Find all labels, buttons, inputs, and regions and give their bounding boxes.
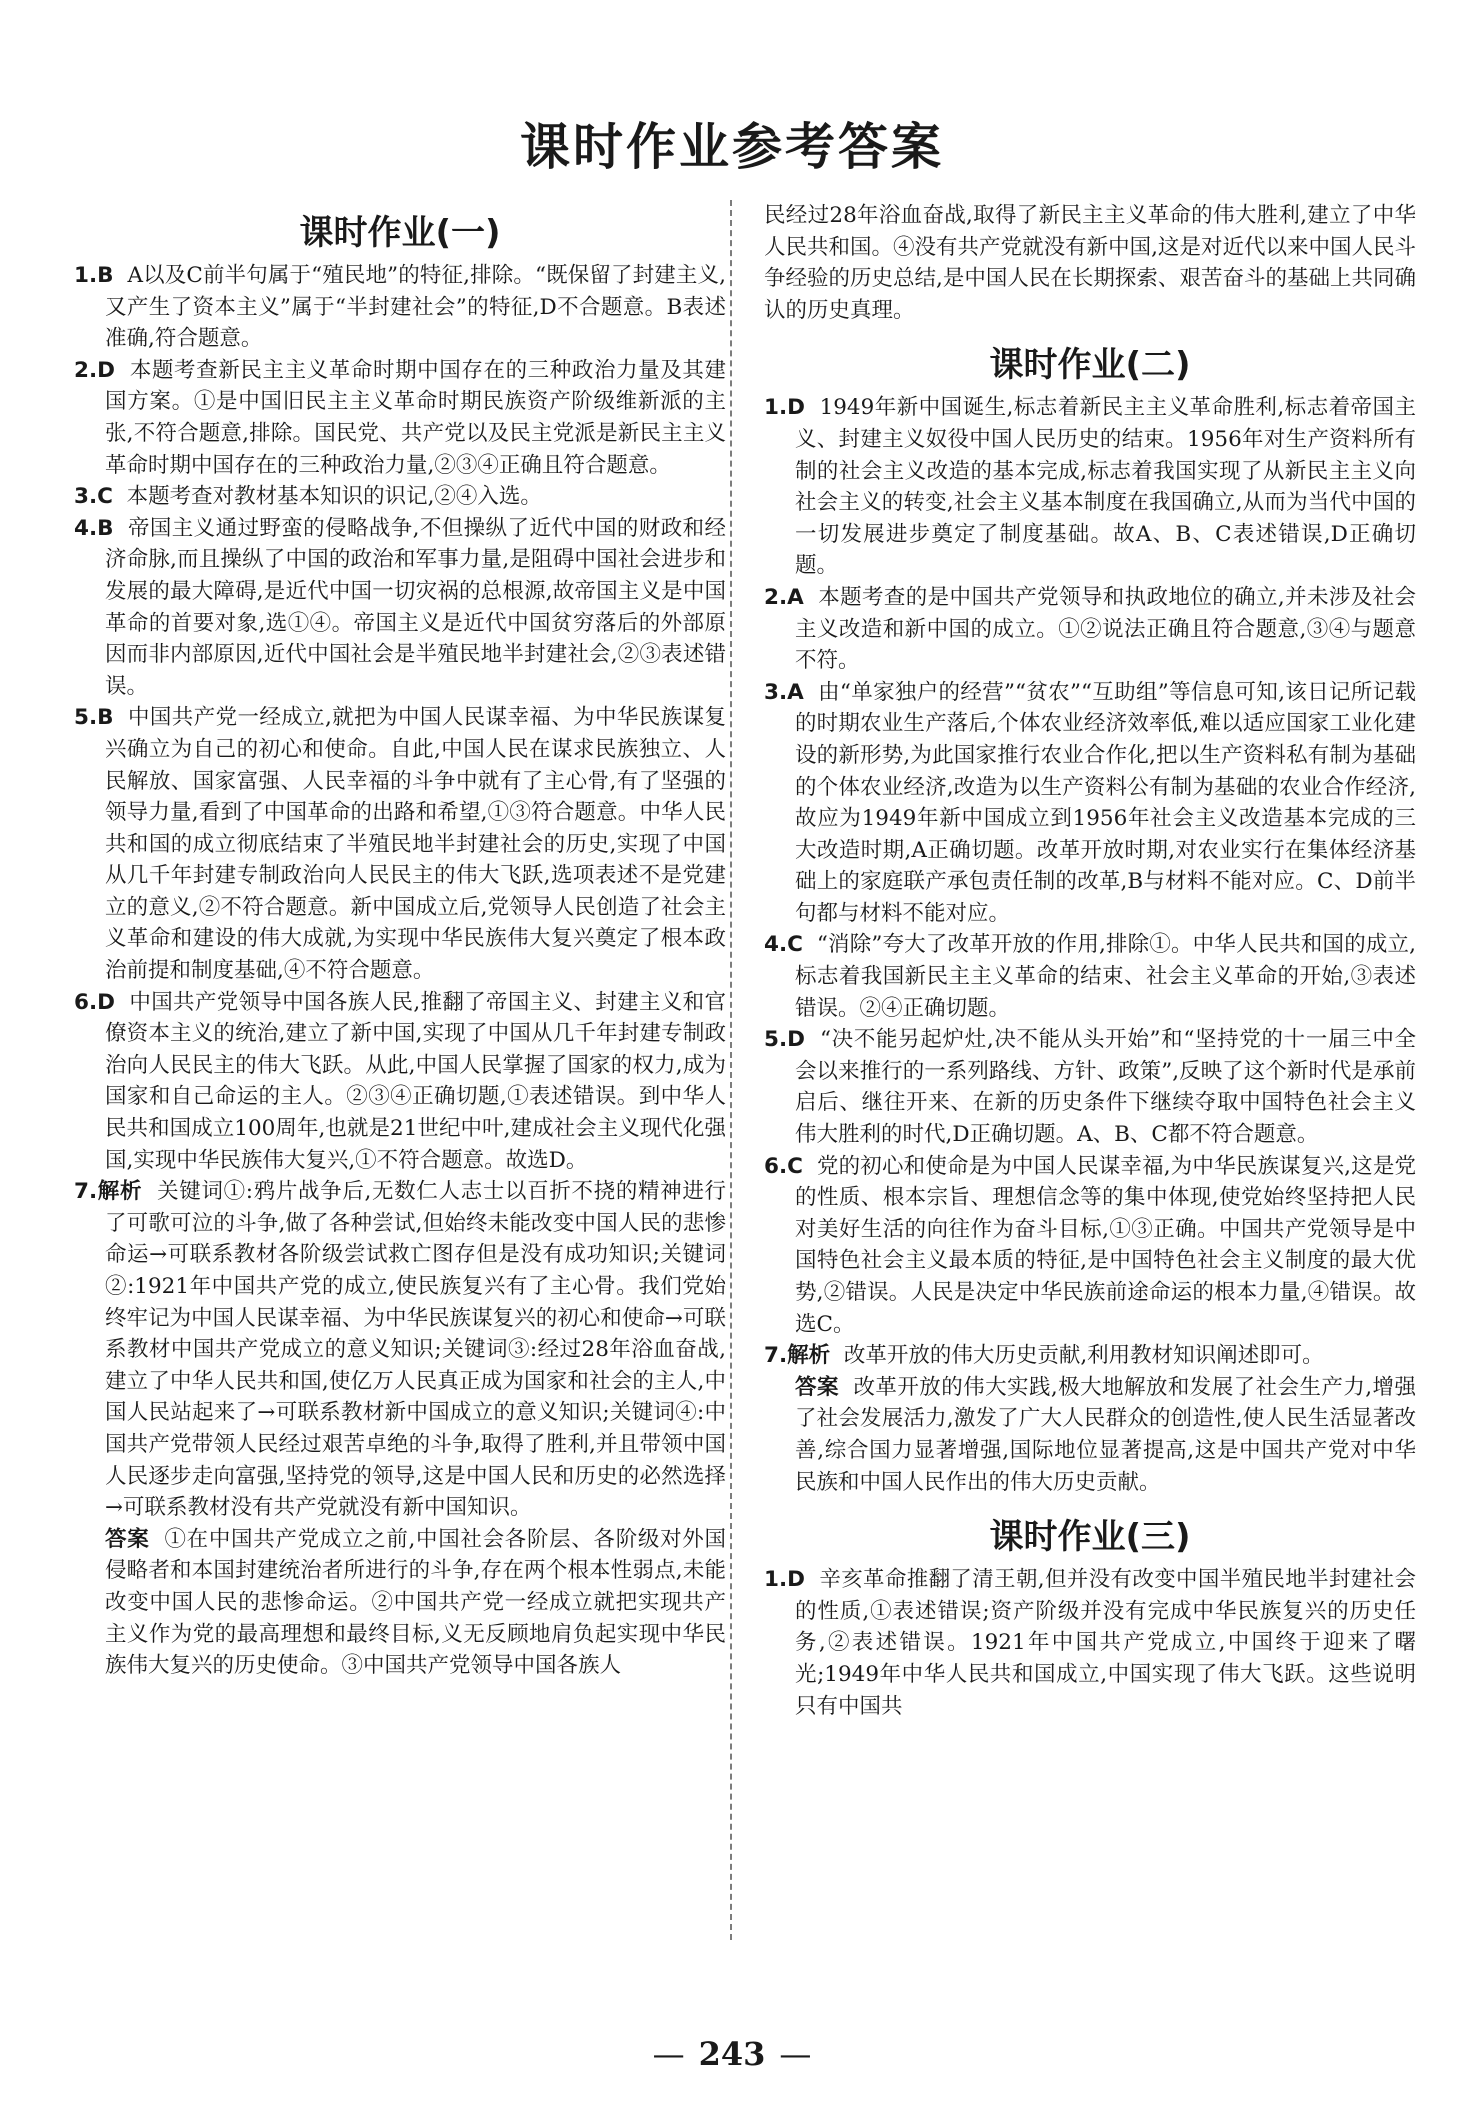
- section-title-2: 课时作业(二): [989, 345, 1191, 386]
- item-number: 1.B: [74, 263, 114, 288]
- item-number: 3.C: [74, 484, 113, 510]
- answer-item: [74, 260, 726, 355]
- item-number: 1.D: [764, 395, 805, 421]
- answer-item: [764, 392, 1416, 582]
- answer-item: [74, 481, 726, 513]
- item-text: 1949年新中国诞生,标志着新民主主义革命胜利,标志着帝国主义、封建主义奴役中国人民历史的结束。1956年对生产资料所有制的社会主义改造的基本完成,标志着我国实现了从新民主主义向社会主义的转变,社会主义基本制度在我国确立,从而为当代中国的一切发展进步奠定了制度基础。故A、B、C表述错误,D正确切题。: [795, 395, 1416, 579]
- answer-item: [74, 702, 726, 986]
- left-column: [74, 204, 726, 1682]
- item-text: A以及C前半句属于“殖民地”的特征,排除。“既保留了封建主义,又产生了资本主义”属于“半封建社会”的特征,D不合题意。B表述准确,符合题意。: [105, 263, 727, 352]
- item-text: 关键词①:鸦片战争后,无数仁人志士以百折不挠的精神进行了可歌可泣的斗争,做了各种尝试,但始终未能改变中国人民的悲惨命运→可联系教材各阶级尝试救亡图存但是没有成功知识;关键词②:1921年中国共产党的成立,使民族复兴有了主心骨。我们党始终牢记为中国人民谋幸福、为中华民族谋复兴的初心和使命→可联系教材中国共产党成立的意义知识;关键词③:经过28年浴血奋战,建立了中华人民共和国,使亿万人民真正成为国家和社会的主人,中国人民站起来了→可联系教材新中国成立的意义知识;关键词④:中国共产党带领人民经过艰苦卓绝的斗争,取得了胜利,并且带领中国人民逐步走向富强,坚持党的领导,这是中国人民和历史的必然选择→可联系教材没有共产党就没有新中国知识。: [105, 1179, 726, 1521]
- answer-item: [74, 987, 726, 1177]
- item-number: 3.A: [764, 679, 804, 705]
- item-number: 7.解析: [74, 1179, 143, 1205]
- item-text: 本题考查对教材基本知识的识记,②④入选。: [126, 484, 542, 510]
- item-text: 党的初心和使命是为中国人民谋幸福,为中华民族谋复兴,这是党的性质、根本宗旨、理想信念等的集中体现,使党始终坚持把人民对美好生活的向往作为奋斗目标,①③正确。中国共产党领导是中国特色社会主义最本质的特征,是中国特色社会主义制度的最大优势,②错误。人民是决定中华民族前途命运的根本力量,④错误。故选C。: [795, 1153, 1417, 1337]
- answer-item: [74, 355, 726, 481]
- item-text: 本题考查新民主主义革命时期中国存在的三种政治力量及其建国方案。①是中国旧民主主义革命时期民族资产阶级维新派的主张,不符合题意,排除。国民党、共产党以及民主党派是新民主主义革命时期中国存在的三种政治力量,②③④正确且符合题意。: [105, 357, 726, 478]
- item-number: 5.B: [74, 705, 114, 731]
- answer-block: [74, 1524, 726, 1682]
- page-number-value: 243: [698, 2035, 766, 2073]
- item-text: “决不能另起炉灶,决不能从头开始”和“坚持党的十一届三中全会以来推行的一系列路线、方针、政策”,反映了这个新时代是承前启后、继往开来、在新的历史条件下继续夺取中国特色社会主义伟大胜利的时代,D正确切题。A、B、C都不符合题意。: [795, 1027, 1417, 1148]
- item-text: 改革开放的伟大历史贡献,利用教材知识阐述即可。: [843, 1343, 1324, 1369]
- item-number: 6.C: [764, 1153, 803, 1179]
- answer-item: [764, 1340, 1416, 1372]
- section-title-3: 课时作业(三): [989, 1517, 1191, 1558]
- column-divider: [730, 200, 732, 1940]
- answer-item: [764, 677, 1416, 930]
- item-number: 4.C: [764, 932, 803, 958]
- item-text: 本题考查的是中国共产党领导和执政地位的确立,并未涉及社会主义改造和新中国的成立。①②说法正确且符合题意,③④与题意不符。: [795, 584, 1417, 674]
- page-title: 课时作业参考答案: [520, 118, 944, 176]
- item-number: 4.B: [74, 515, 114, 541]
- answer-item: [764, 929, 1416, 1024]
- answer-block: [764, 1372, 1416, 1498]
- item-number: 7.解析: [764, 1343, 831, 1369]
- section-title-1: 课时作业(一): [299, 213, 501, 253]
- answer-item: [764, 1151, 1416, 1341]
- answer-item: [74, 513, 726, 703]
- item-text: 辛亥革命推翻了清王朝,但并没有改变中国半殖民地半封建社会的性质,①表述错误;资产阶级并没有完成中华民族复兴的历史任务,②表述错误。1921年中国共产党成立,中国终于迎来了曙光;1949年中华人民共和国成立,中国实现了伟大飞跃。这些说明只有中国共: [795, 1567, 1416, 1719]
- answer-label: 答案: [105, 1526, 150, 1552]
- answer-item: [764, 1564, 1416, 1722]
- item-number: 5.D: [764, 1027, 805, 1053]
- answer-text: ①在中国共产党成立之前,中国社会各阶层、各阶级对外国侵略者和本国封建统治者所进行的斗争,存在两个根本性弱点,未能改变中国人民的悲惨命运。②中国共产党一经成立就把实现共产主义作为党的最高理想和最终目标,义无反顾地肩负起实现中华民族伟大复兴的历史使命。③中国共产党领导中国各族人: [105, 1526, 726, 1679]
- item-text: 帝国主义通过野蛮的侵略战争,不但操纵了近代中国的财政和经济命脉,而且操纵了中国的政治和军事力量,是阻碍中国社会进步和发展的最大障碍,是近代中国一切灾祸的总根源,故帝国主义是中国革命的首要对象,选①④。帝国主义是近代中国贫穷落后的外部原因而非内部原因,近代中国社会是半殖民地半封建社会,②③表述错误。: [105, 515, 726, 699]
- item-text: “消除”夸大了改革开放的作用,排除①。中华人民共和国的成立,标志着我国新民主主义革命的结束、社会主义革命的开始,③表述错误。②④正确切题。: [795, 932, 1417, 1021]
- item-number: 2.D: [74, 357, 115, 383]
- continuation-text: 民经过28年浴血奋战,取得了新民主主义革命的伟大胜利,建立了中华人民共和国。④没有共产党就没有新中国,这是对近代以来中国人民斗争经验的历史总结,是中国人民在长期探索、艰苦奋斗的基础上共同确认的历史真理。: [764, 203, 1416, 323]
- answer-item: [74, 1176, 726, 1524]
- item-number: 2.A: [764, 584, 804, 610]
- answer-label: 答案: [795, 1374, 839, 1400]
- right-column: [764, 200, 1416, 1722]
- page-dash-left: —: [652, 2035, 685, 2073]
- answer-item: [764, 1024, 1416, 1150]
- page-dash-right: —: [779, 2035, 812, 2073]
- item-text: 中国共产党一经成立,就把为中国人民谋幸福、为中华民族谋复兴确立为自己的初心和使命。自此,中国人民在谋求民族独立、人民解放、国家富强、人民幸福的斗争中就有了主心骨,有了坚强的领导力量,看到了中国革命的出路和希望,①③符合题意。中华人民共和国的成立彻底结束了半殖民地半封建社会的历史,实现了中国从几千年封建专制政治向人民民主的伟大飞跃,选项表述不是党建立的意义,②不符合题意。新中国成立后,党领导人民创造了社会主义革命和建设的伟大成就,为实现中华民族伟大复兴奠定了根本政治前提和制度基础,④不符合题意。: [105, 705, 726, 984]
- page-number: [0, 2035, 1464, 2073]
- item-number: 1.D: [764, 1567, 805, 1593]
- item-text: 中国共产党领导中国各族人民,推翻了帝国主义、封建主义和官僚资本主义的统治,建立了新中国,实现了中国从几千年封建专制政治向人民民主的伟大飞跃。从此,中国人民掌握了国家的权力,成为国家和自己命运的主人。②③④正确切题,①表述错误。到中华人民共和国成立100周年,也就是21世纪中叶,建成社会主义现代化强国,实现中华民族伟大复兴,①不符合题意。故选D。: [105, 989, 726, 1173]
- item-number: 6.D: [74, 989, 115, 1015]
- item-text: 由“单家独户的经营”“贫农”“互助组”等信息可知,该日记所记载的时期农业生产落后,个体农业经济效率低,难以适应国家工业化建设的新形势,为此国家推行农业合作化,把以生产资料私有制为基础的个体农业经济,改造为以生产资料公有制为基础的农业合作经济,故应为1949年新中国成立到1956年社会主义改造基本完成的三大改造时期,A正确切题。改革开放时期,对农业实行在集体经济基础上的家庭联产承包责任制的改革,B与材料不能对应。C、D前半句都与材料不能对应。: [795, 679, 1416, 926]
- answer-item: [764, 582, 1416, 677]
- answer-text: 改革开放的伟大实践,极大地解放和发展了社会生产力,增强了社会发展活力,激发了广大人民群众的创造性,使人民生活显著改善,综合国力显著增强,国际地位显著提高,这是中国共产党对中华民族和中国人民作出的伟大历史贡献。: [795, 1374, 1416, 1495]
